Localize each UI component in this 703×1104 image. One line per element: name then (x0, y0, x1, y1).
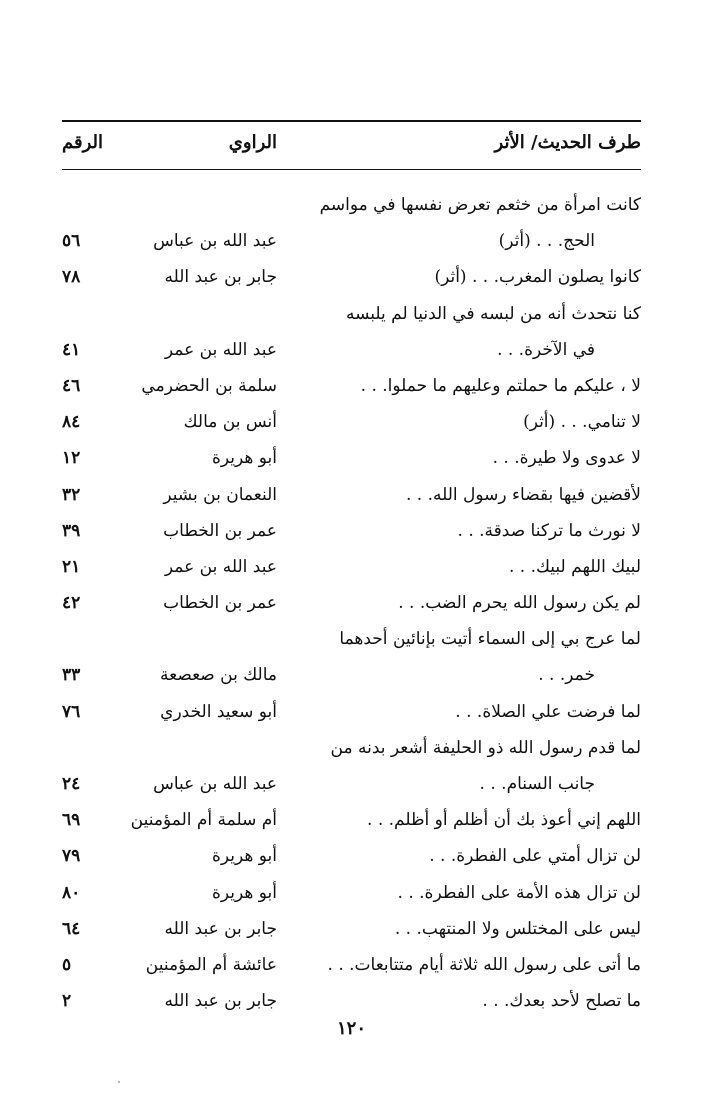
hadith-text: لا عدوى ولا طيرة. . . (492, 448, 641, 469)
hadith-number: ٢ (62, 991, 72, 1012)
hadith-text: ما أتى على رسول الله ثلاثة أيام متتابعات. . . (327, 954, 641, 975)
hadith-text: لما عرج بي إلى السماء أتيت بإنائين أحدهما (339, 629, 641, 650)
hadith-text: لا تنامي. . . (أثر) (523, 412, 641, 433)
column-header-narrator: الراوي (228, 132, 277, 153)
hadith-number: ٣٣ (62, 665, 81, 686)
narrator-name: جابر بن عبد الله (164, 267, 277, 288)
table-row (62, 332, 641, 368)
hadith-text: جانب السنام. . . (479, 774, 595, 794)
narrator-name: أبو هريرة (211, 448, 277, 469)
narrator-name: مالك بن صعصعة (160, 665, 277, 686)
table-row (62, 187, 641, 223)
hadith-text: كانت امرأة من خثعم تعرض نفسها في مواسم (319, 195, 641, 215)
hadith-text: لن تزال هذه الأمة على الفطرة. . . (397, 882, 641, 903)
table-row (62, 259, 641, 295)
header-top-rule (62, 120, 641, 122)
table-row (62, 657, 641, 693)
hadith-text: خمر. . . (538, 665, 595, 686)
table-row (62, 477, 641, 513)
table-row (62, 911, 641, 947)
hadith-number: ٤١ (62, 339, 81, 360)
hadith-number: ٦٩ (62, 810, 81, 831)
hadith-number: ٤٦ (62, 375, 81, 396)
table-row (62, 947, 641, 983)
hadith-number: ٧٦ (62, 701, 81, 722)
narrator-name: النعمان بن بشير (163, 484, 277, 505)
table-row (62, 585, 641, 621)
hadith-number: ٨٤ (62, 412, 81, 433)
hadith-number: ٨٠ (62, 882, 81, 903)
hadith-number: ٣٩ (62, 520, 81, 541)
table-row (62, 621, 641, 657)
hadith-number: ٣٢ (62, 484, 81, 505)
narrator-name: سلمة بن الحضرمي (141, 375, 277, 396)
hadith-text: لا نورث ما تركنا صدقة. . . (457, 520, 641, 541)
narrator-name: أنس بن مالك (183, 412, 277, 433)
hadith-number: ٤٢ (62, 593, 81, 614)
column-header-number: الرقم (62, 132, 104, 153)
column-header-hadith: طرف الحديث/ الأثر (494, 132, 641, 153)
hadith-text: لم يكن رسول الله يحرم الضب. . . (398, 593, 641, 614)
hadith-text: لما قدم رسول الله ذو الحليفة أشعر بدنه من (330, 737, 641, 758)
hadith-number: ٢٤ (62, 774, 81, 794)
narrator-name: أبو هريرة (211, 846, 277, 867)
table-row (62, 802, 641, 838)
hadith-text: لبيك اللهم لبيك. . . (508, 556, 641, 577)
hadith-number: ٢١ (62, 556, 81, 577)
index-table (62, 187, 641, 1019)
hadith-text: كانوا يصلون المغرب. . . (أثر) (434, 267, 641, 288)
table-row (62, 223, 641, 259)
narrator-name: أم سلمة أم المؤمنين (130, 810, 277, 831)
table-row (62, 404, 641, 440)
table-row (62, 838, 641, 874)
narrator-name: جابر بن عبد الله (164, 918, 277, 939)
hadith-number: ٥ (62, 954, 72, 975)
table-row (62, 875, 641, 911)
hadith-number: ١٢ (62, 448, 81, 469)
narrator-name: عائشة أم المؤمنين (145, 954, 277, 975)
table-row (62, 549, 641, 585)
hadith-number: ٧٩ (62, 846, 81, 867)
hadith-number: ٥٦ (62, 231, 81, 252)
hadith-text: لأقضين فيها بقضاء رسول الله. . . (405, 484, 641, 505)
narrator-name: أبو سعيد الخدري (160, 701, 277, 722)
hadith-text: لن تزال أمتي على الفطرة. . . (429, 846, 641, 867)
narrator-name: أبو هريرة (211, 882, 277, 903)
hadith-text: في الآخرة. . . (497, 339, 595, 360)
table-row (62, 766, 641, 802)
hadith-text: لا ، عليكم ما حملتم وعليهم ما حملوا. . . (360, 375, 641, 396)
hadith-text: لما فرضت علي الصلاة. . . (455, 701, 641, 722)
narrator-name: عبد الله بن عمر (164, 339, 277, 360)
hadith-number: ٦٤ (62, 918, 81, 939)
narrator-name: عبد الله بن عمر (164, 556, 277, 577)
narrator-name: جابر بن عبد الله (164, 991, 277, 1012)
narrator-name: عمر بن الخطاب (163, 593, 277, 614)
header-bottom-rule (62, 169, 641, 170)
page-number: ١٢٠ (336, 1018, 366, 1039)
hadith-text: ما تصلح لأحد بعدك. . . (482, 991, 641, 1012)
narrator-name: عبد الله بن عباس (153, 231, 277, 252)
table-row (62, 983, 641, 1019)
table-row (62, 296, 641, 332)
table-row (62, 368, 641, 404)
hadith-text: الحج. . . (أثر) (498, 231, 595, 252)
hadith-text: ليس على المختلس ولا المنتهب. . . (394, 918, 641, 939)
table-row (62, 730, 641, 766)
table-row (62, 440, 641, 476)
hadith-number: ٧٨ (62, 267, 81, 288)
narrator-name: عمر بن الخطاب (163, 520, 277, 541)
table-row (62, 694, 641, 730)
hadith-text: كنا نتحدث أنه من لبسه في الدنيا لم يلبسه (345, 303, 641, 324)
hadith-text: اللهم إني أعوذ بك أن أظلم أو أظلم. . . (367, 810, 641, 831)
table-row (62, 513, 641, 549)
print-speck (118, 1081, 120, 1083)
narrator-name: عبد الله بن عباس (153, 774, 277, 794)
